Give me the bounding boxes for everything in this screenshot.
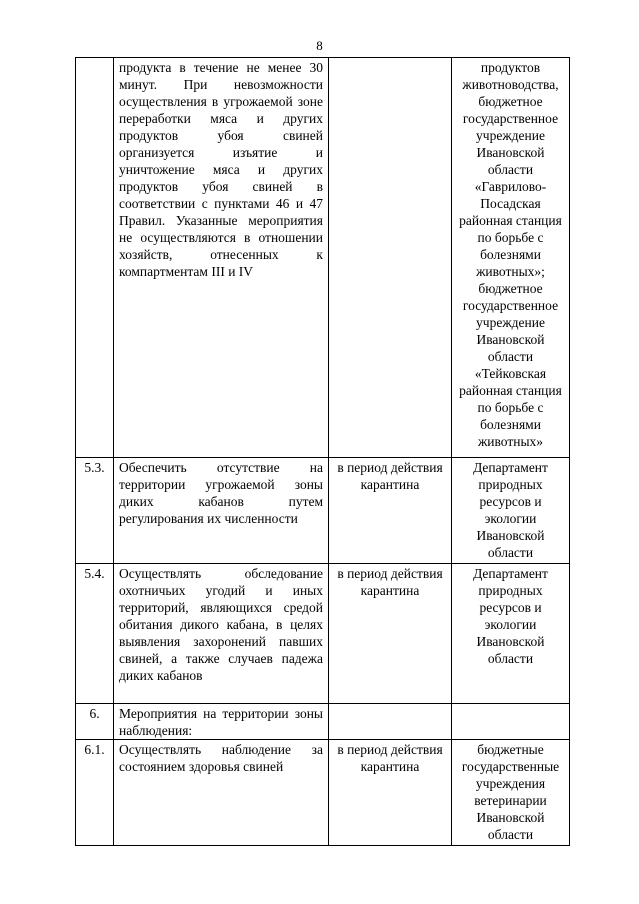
row-action: Мероприятия на территории зоны наблюдения: [114, 704, 329, 740]
row-action: Обеспечить отсутствие на территории угрожаемой зоны диких кабанов путем регулирования их численности [114, 458, 329, 564]
table-row [76, 58, 570, 458]
row-responsible: бюджетные государственные учреждения ветеринарии Ивановской области [452, 740, 570, 846]
table-row [76, 704, 570, 740]
measures-table [75, 57, 570, 846]
row-action: продукта в течение не менее 30 минут. При невозможности осуществления в угрожаемой зоне переработки мяса и других продуктов убоя свиней организуется изъятие и уничтожение мяса и других продуктов убоя свиней в соответствии с пунктами 46 и 47 Правил. Указанные мероприятия не осуществляются в отношении хозяйств, отнесенных к компартментам III и IV [114, 58, 329, 458]
row-term: в период действия карантина [329, 458, 452, 564]
row-term: в период действия карантина [329, 564, 452, 704]
row-responsible: Департамент природных ресурсов и экологии Ивановской области [452, 458, 570, 564]
page-number: 8 [316, 38, 323, 53]
row-number: 6. [76, 704, 114, 740]
row-number: 5.3. [76, 458, 114, 564]
row-number: 5.4. [76, 564, 114, 704]
row-term [329, 704, 452, 740]
table-row [76, 564, 570, 704]
row-number [76, 58, 114, 458]
row-action: Осуществлять обследование охотничьих угодий и иных территорий, являющихся средой обитания дикого кабана, в целях выявления захоронений павших свиней, а также случаев падежа диких кабанов [114, 564, 329, 704]
row-term [329, 58, 452, 458]
row-responsible: Департамент природных ресурсов и экологии Ивановской области [452, 564, 570, 704]
table-row [76, 458, 570, 564]
row-responsible: продуктов животноводства, бюджетное государственное учреждение Ивановской области «Гаврилово-Посадская районная станция по борьбе с болезнями животных»; бюджетное государственное учреждение Ивановской области «Тейковская районная станция по борьбе с болезнями животных» [452, 58, 570, 458]
row-action: Осуществлять наблюдение за состоянием здоровья свиней [114, 740, 329, 846]
table-row [76, 740, 570, 846]
row-number: 6.1. [76, 740, 114, 846]
row-term: в период действия карантина [329, 740, 452, 846]
row-responsible [452, 704, 570, 740]
